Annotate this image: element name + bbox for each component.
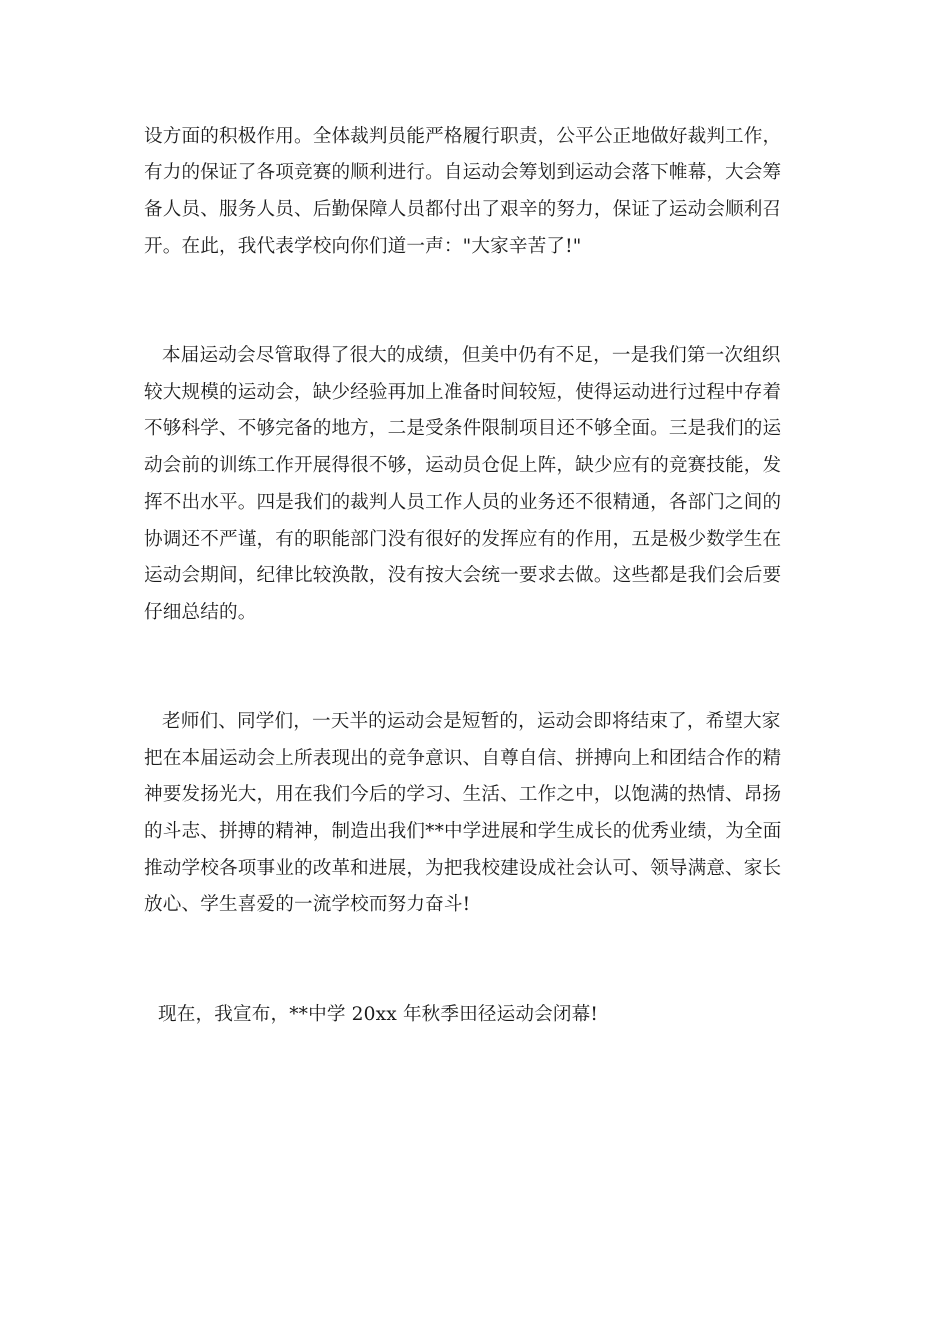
text-line: 本届运动会尽管取得了很大的成绩，但美中仍有不足，一是我们第一次组织	[162, 345, 781, 366]
text-line: 老师们、同学们，一天半的运动会是短暂的，运动会即将结束了，希望大家	[162, 711, 781, 732]
text-line: 挥不出水平。四是我们的裁判人员工作人员的业务还不很精通，各部门之间的	[144, 492, 782, 513]
text-line: 现在，我宣布，**中学 20xx 年秋季田径运动会闭幕!	[158, 1004, 599, 1025]
text-line: 不够科学、不够完备的地方，二是受条件限制项目还不够全面。三是我们的运	[144, 418, 782, 439]
text-line: 的斗志、拼搏的精神，制造出我们**中学进展和学生成长的优秀业绩，为全面	[144, 821, 782, 842]
text-line: 放心、学生喜爱的一流学校而努力奋斗!	[144, 894, 471, 915]
text-line: 仔细总结的。	[144, 602, 257, 623]
text-line: 开。在此，我代表学校向你们道一声："大家辛苦了!"	[144, 236, 582, 257]
text-line: 神要发扬光大，用在我们今后的学习、生活、工作之中，以饱满的热情、昂扬	[144, 784, 782, 805]
text-line: 协调还不严谨，有的职能部门没有很好的发挥应有的作用，五是极少数学生在	[144, 529, 782, 550]
text-line: 动会前的训练工作开展得很不够，运动员仓促上阵，缺少应有的竞赛技能，发	[144, 455, 782, 476]
text-line: 推动学校各项事业的改革和进展，为把我校建设成社会认可、领导满意、家长	[144, 858, 782, 879]
text-line: 设方面的积极作用。全体裁判员能严格履行职责，公平公正地做好裁判工作，	[144, 126, 782, 147]
text-line: 备人员、服务人员、后勤保障人员都付出了艰辛的努力，保证了运动会顺利召	[144, 199, 782, 220]
text-line: 较大规模的运动会，缺少经验再加上准备时间较短，使得运动进行过程中存着	[144, 382, 782, 403]
text-line: 有力的保证了各项竞赛的顺利进行。自运动会筹划到运动会落下帷幕，大会筹	[144, 162, 782, 183]
text-line: 把在本届运动会上所表现出的竞争意识、自尊自信、拼搏向上和团结合作的精	[144, 748, 782, 769]
text-line: 运动会期间，纪律比较涣散，没有按大会统一要求去做。这些都是我们会后要	[144, 565, 782, 586]
